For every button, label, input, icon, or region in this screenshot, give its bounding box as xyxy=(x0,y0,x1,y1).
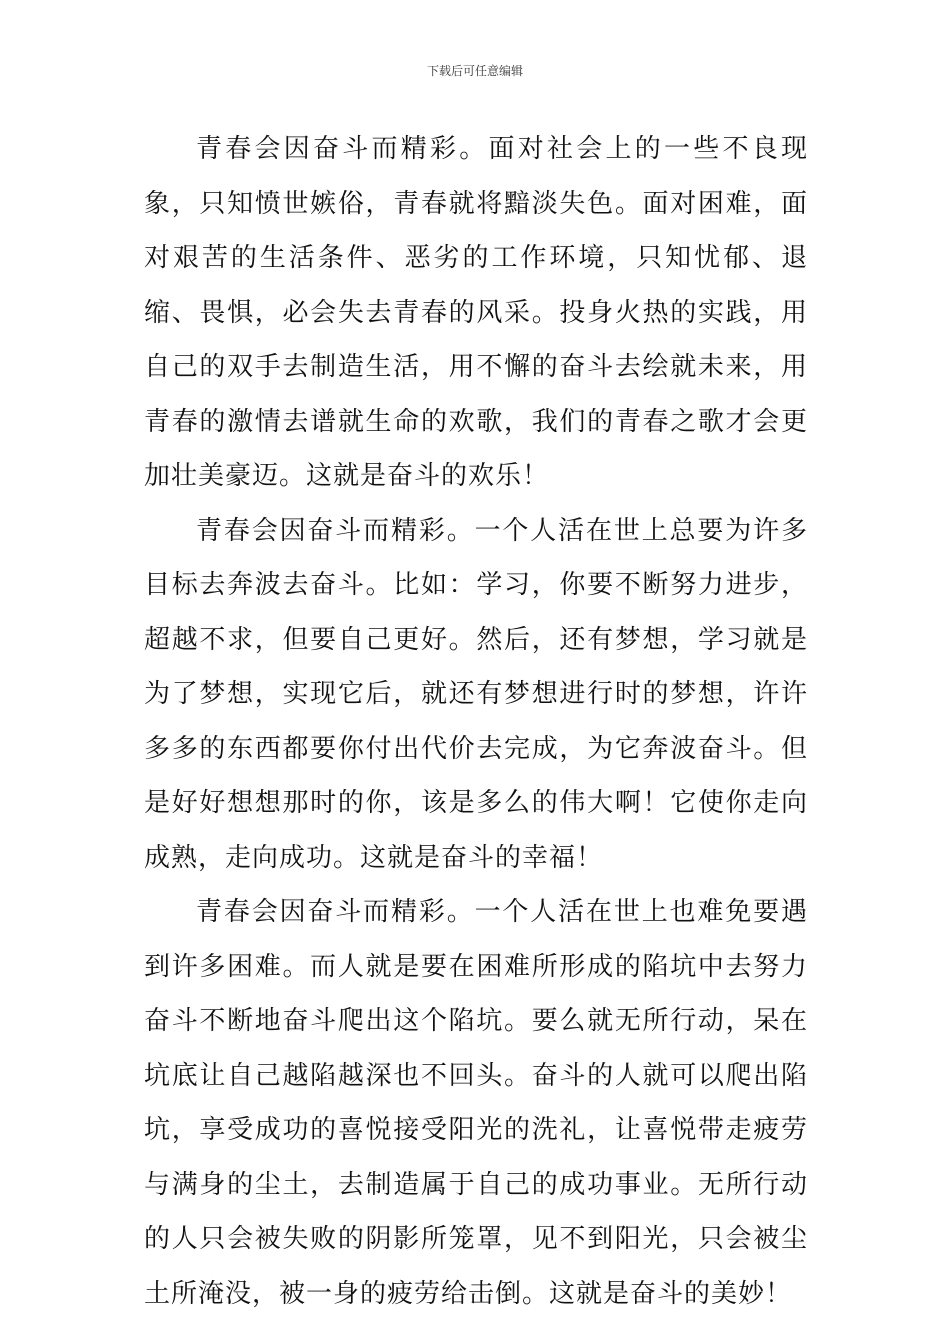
paragraph-1: 青春会因奋斗而精彩。面对社会上的一些不良现象，只知愤世嫉俗，青春就将黯淡失色。面对困难，面对艰苦的生活条件、恶劣的工作环境，只知忧郁、退缩、畏惧，必会失去青春的风采。投身火热的实践，用自己的双手去制造生活，用不懈的奋斗去绘就未来，用青春的激情去谱就生命的欢歌，我们的青春之歌才会更加壮美豪迈。这就是奋斗的欢乐！ xyxy=(144,134,808,491)
document-body xyxy=(144,122,808,1321)
paragraph-3: 青春会因奋斗而精彩。一个人活在世上也难免要遇到许多困难。而人就是要在困难所形成的陷坑中去努力奋斗不断地奋斗爬出这个陷坑。要么就无所行动，呆在坑底让自己越陷越深也不回头。奋斗的人就可以爬出陷坑，享受成功的喜悦接受阳光的洗礼，让喜悦带走疲劳与满身的尘土，去制造属于自己的成功事业。无所行动的人只会被失败的阴影所笼罩，见不到阳光，只会被尘土所淹没，被一身的疲劳给击倒。这就是奋斗的美妙！ xyxy=(144,897,808,1309)
paragraph-2: 青春会因奋斗而精彩。一个人活在世上总要为许多目标去奔波去奋斗。比如：学习，你要不断努力进步，超越不求，但要自己更好。然后，还有梦想，学习就是为了梦想，实现它后，就还有梦想进行时的梦想，许许多多的东西都要你付出代价去完成，为它奔波奋斗。但是好好想想那时的你，该是多么的伟大啊！它使你走向成熟，走向成功。这就是奋斗的幸福！ xyxy=(144,515,808,873)
page-header: 下载后可任意编辑 xyxy=(426,64,523,78)
